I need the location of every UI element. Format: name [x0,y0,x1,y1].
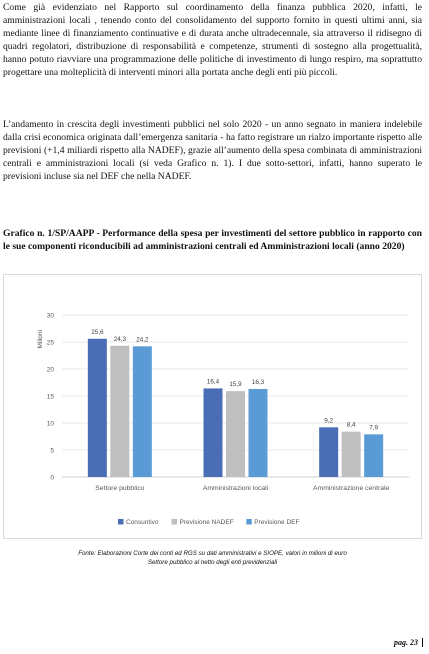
figure-caption: Grafico n. 1/SP/AAPP - Performance della spesa per investimenti del settore pubblico in rapporto con le sue componenti riconducibili ad amministrazioni centrali ed Amministrazioni locali (anno 2020) [3,228,422,252]
chart-canvas [4,275,423,540]
bar [110,346,129,477]
data-label: 15,9 [229,381,242,389]
legend-swatch [172,519,178,525]
legend-label: Consuntivo [126,519,159,526]
page-number: pag. 23 [394,638,423,647]
data-label: 25,6 [91,328,104,336]
data-label: 8,4 [346,421,356,429]
data-label: 24,3 [113,335,126,343]
paragraph-intro: Come già evidenziato nel Rapporto sul coordinamento della finanza pubblica 2020, infatti, le amministrazioni locali , tenendo conto del consolidamento del supporto fornito in questi ultimi anni, sia mediante linee di finanziamento continuative e di durata anche ultradecennale, sia attraverso il ridisegno di quadri regolatori, distribuzione di responsabilità e competenze, strumenti di sostegno alla progettualità, hanno potuto riavviare una programmazione delle politiche di investimento di lungo respiro, ma soprattutto progettare una molteplicità di interventi minori alla portata anche degli enti più piccoli. [3,2,422,78]
y-tick-label: 10 [46,420,54,428]
data-label: 16,3 [251,378,265,386]
bar-chart [3,274,422,539]
x-tick-label: Amministrazione centrale [313,485,390,492]
source-note [3,549,422,567]
bar [88,339,107,477]
bar [249,389,268,477]
paragraph-trend: L’andamento in crescita degli investimenti pubblici nel solo 2020 - un anno segnato in maniera indelebile dalla crisi economica originata dall’emergenza sanitaria - ha fatto registrare un rialzo importante rispetto alle previsioni (+1,4 miliardi rispetto alla NADEF), grazie all’aumento della spesa combinata di amministrazioni centrali e amministrazioni locali (si veda Grafico n. 1). I due sotto-settori, infatti, hanno superato le previsioni incluse sia nel DEF che nella NADEF. [3,119,422,182]
legend-swatch [118,519,124,525]
data-label: 16,4 [206,378,220,386]
data-label: 7,9 [369,424,379,432]
bar [364,434,383,477]
bar [133,346,152,477]
y-tick-label: 30 [46,312,54,320]
data-label: 9,2 [324,417,334,425]
legend-label: Previsione DEF [254,519,300,526]
bar [319,427,338,477]
y-tick-label: 25 [46,339,54,347]
y-tick-label: 0 [50,474,54,482]
y-tick-label: 20 [46,366,54,374]
bar [342,432,361,477]
source-line: Fonte: Elaborazioni Corte dei conti ed RGS su dati amministrativi e SIOPE, valori in milioni di euro [78,550,347,557]
y-tick-label: 5 [50,447,54,455]
x-tick-label: Settore pubblico [95,485,145,492]
legend-swatch [246,519,252,525]
data-label: 24,2 [136,336,149,344]
source-subnote: Settore pubblico al netto degli enti previdenziali [147,559,278,566]
legend-label: Previsione NADEF [179,519,234,526]
y-tick-label: 15 [46,393,54,401]
bar [204,388,223,477]
bar [226,391,245,477]
y-axis-label: Milioni [37,330,44,349]
x-tick-label: Amministrazioni locali [202,485,269,492]
